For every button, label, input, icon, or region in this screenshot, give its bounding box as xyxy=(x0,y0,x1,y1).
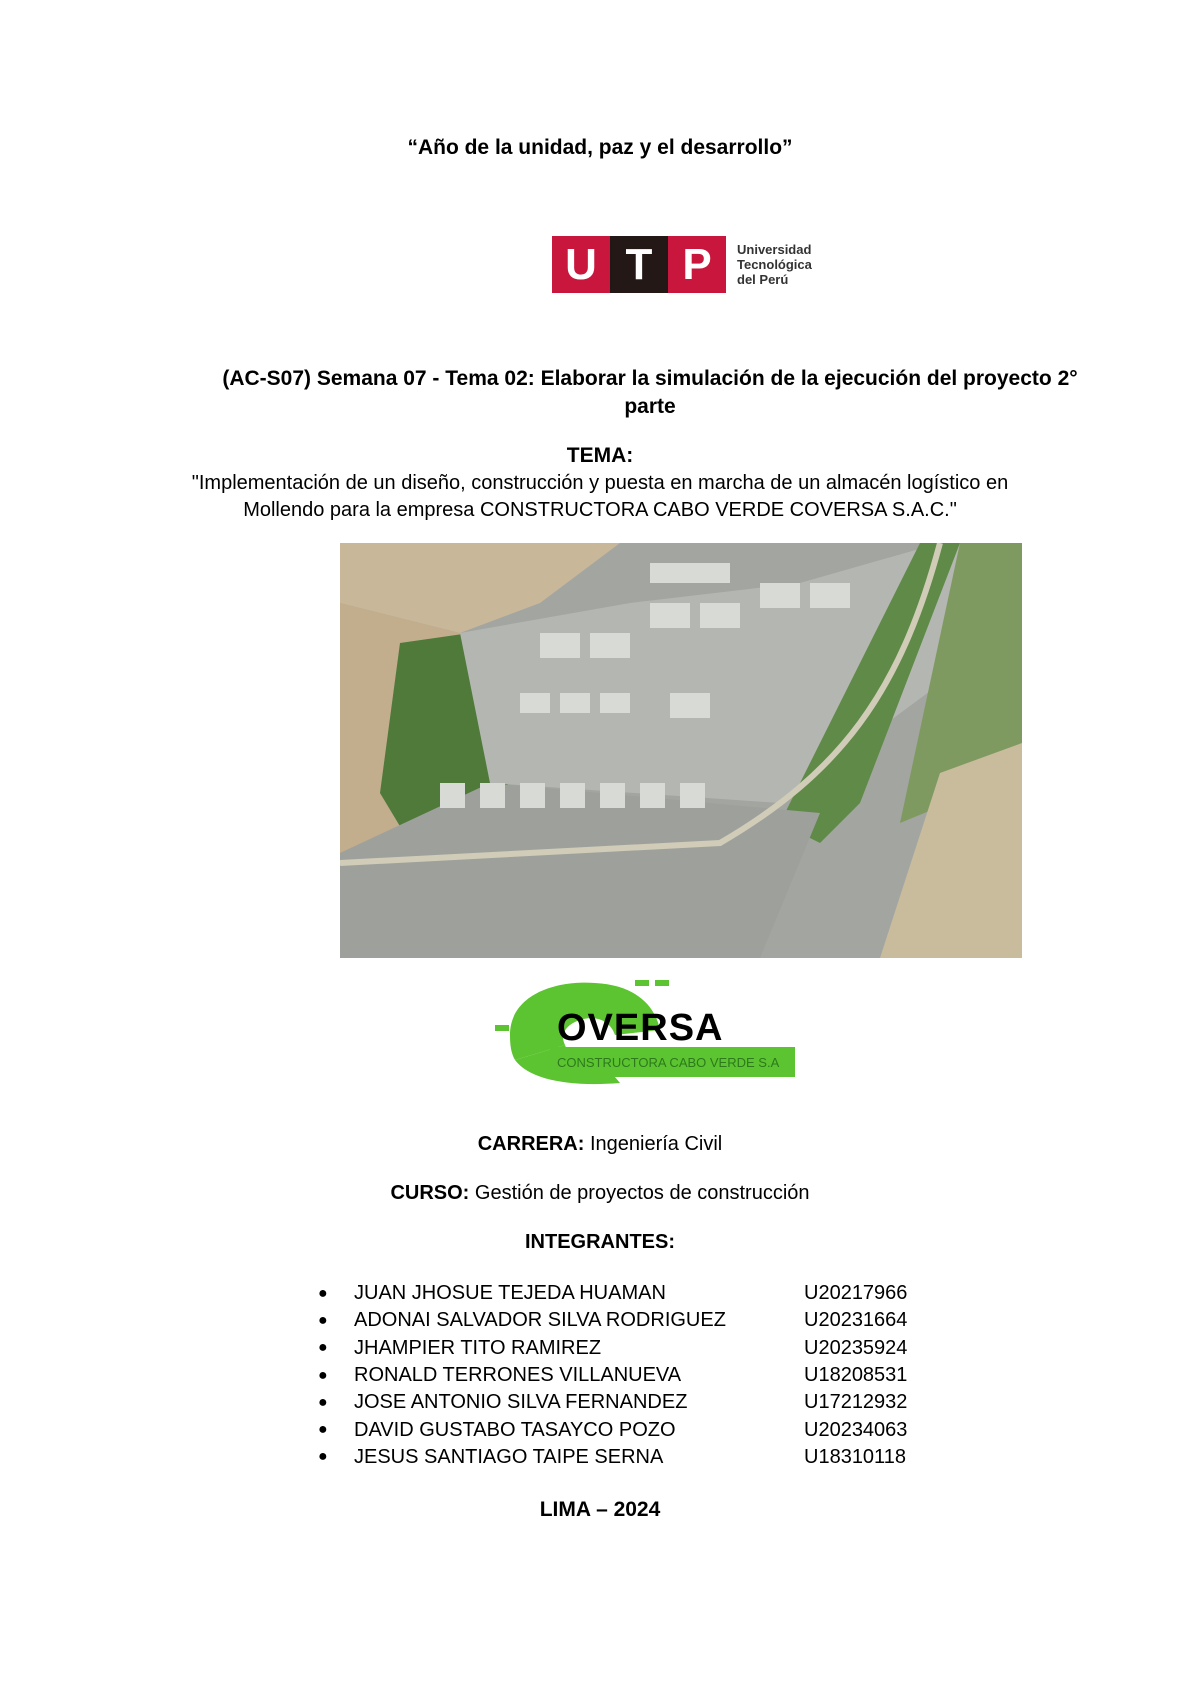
motto: “Año de la unidad, paz y el desarrollo” xyxy=(407,136,793,159)
bullet-icon: ● xyxy=(318,1284,328,1302)
member-row xyxy=(318,1416,907,1443)
member-code: U20234063 xyxy=(804,1418,908,1441)
members-list xyxy=(318,1280,907,1471)
member-code: U18208531 xyxy=(804,1364,908,1387)
logo-letter: T xyxy=(610,236,668,293)
utp-logo xyxy=(552,236,726,293)
bullet-icon: ● xyxy=(318,1339,328,1357)
tema-text xyxy=(0,470,1200,524)
document-title: (AC-S07) Semana 07 - Tema 02: Elaborar la simulación de la ejecución del proyecto 2° parte xyxy=(222,367,1078,418)
tema-line: "Implementación de un diseño, construcción y puesta en marcha de un almacén logístico en xyxy=(191,472,1009,494)
member-code: U18310118 xyxy=(804,1445,906,1468)
member-code: U20235924 xyxy=(804,1336,908,1359)
member-row xyxy=(318,1307,907,1334)
member-name: DAVID GUSTABO TASAYCO POZO xyxy=(354,1418,676,1441)
bullet-icon: ● xyxy=(318,1311,328,1329)
member-name: JUAN JHOSUE TEJEDA HUAMAN xyxy=(354,1282,666,1305)
company-logo-tagline: CONSTRUCTORA CABO VERDE S.A xyxy=(557,1055,780,1070)
member-row xyxy=(318,1389,907,1416)
member-row xyxy=(318,1280,907,1307)
carrera xyxy=(0,1133,1200,1156)
logo-letter: U xyxy=(552,236,610,293)
integrantes-label: INTEGRANTES: xyxy=(525,1231,675,1253)
member-name: ADONAI SALVADOR SILVA RODRIGUEZ xyxy=(354,1309,726,1332)
bullet-icon: ● xyxy=(318,1448,328,1466)
bullet-icon: ● xyxy=(318,1366,328,1384)
university-name-line: Universidad xyxy=(737,242,812,257)
footer-place-year: LIMA – 2024 xyxy=(539,1498,661,1521)
logo-letter: P xyxy=(668,236,726,293)
tema-label: TEMA: xyxy=(566,444,634,467)
member-code: U17212932 xyxy=(804,1391,908,1414)
company-logo-word: OVERSA xyxy=(557,1007,724,1049)
bullet-icon: ● xyxy=(318,1393,328,1411)
university-name xyxy=(737,242,812,287)
curso-value: Gestión de proyectos de construcción xyxy=(469,1182,810,1204)
member-code: U20231664 xyxy=(804,1309,908,1332)
university-name-line: Tecnológica xyxy=(737,257,812,272)
member-name: JHAMPIER TITO RAMIREZ xyxy=(354,1336,602,1359)
member-row xyxy=(318,1444,907,1471)
bullet-icon: ● xyxy=(318,1421,328,1439)
member-row xyxy=(318,1335,907,1362)
member-name: JOSE ANTONIO SILVA FERNANDEZ xyxy=(354,1391,688,1414)
curso xyxy=(0,1182,1200,1205)
curso-label: CURSO: xyxy=(390,1182,470,1204)
aerial-photo-logistics-park xyxy=(340,543,1022,958)
member-code: U20217966 xyxy=(804,1282,908,1305)
tema-line: Mollendo para la empresa CONSTRUCTORA CABO VERDE COVERSA S.A.C." xyxy=(243,499,957,521)
university-name-line: del Perú xyxy=(737,272,789,287)
member-name: RONALD TERRONES VILLANUEVA xyxy=(354,1364,682,1387)
carrera-label: CARRERA: xyxy=(477,1133,585,1155)
member-row xyxy=(318,1362,907,1389)
coversa-logo xyxy=(495,975,800,1085)
carrera-value: Ingeniería Civil xyxy=(584,1133,723,1155)
member-name: JESUS SANTIAGO TAIPE SERNA xyxy=(354,1445,664,1468)
